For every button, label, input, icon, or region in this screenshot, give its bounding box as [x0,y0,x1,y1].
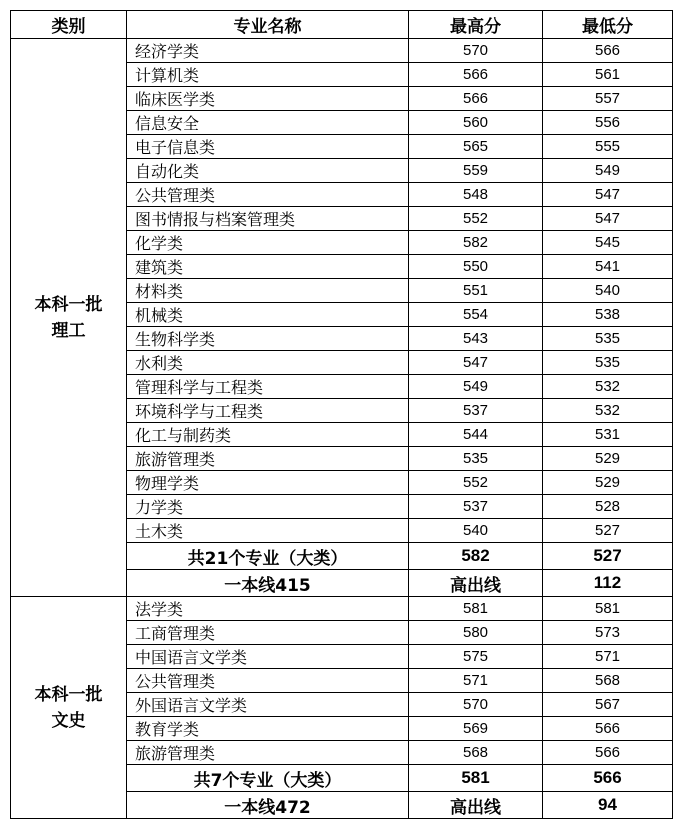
min-score: 540 [543,279,673,303]
max-score: 543 [409,327,543,351]
min-score: 545 [543,231,673,255]
min-score: 532 [543,375,673,399]
score-table [10,10,673,819]
min-score: 557 [543,87,673,111]
table-row [11,597,673,621]
max-score: 565 [409,135,543,159]
total-min-score: 527 [543,543,673,570]
min-score: 567 [543,693,673,717]
max-score: 549 [409,375,543,399]
max-score: 550 [409,255,543,279]
major-name: 土木类 [127,519,409,543]
min-score: 535 [543,351,673,375]
major-name: 图书情报与档案管理类 [127,207,409,231]
min-score: 531 [543,423,673,447]
major-name: 工商管理类 [127,621,409,645]
above-line-value: 94 [543,792,673,819]
min-score: 535 [543,327,673,351]
min-score: 581 [543,597,673,621]
total-label: 共7个专业（大类） [127,765,409,792]
category-cell [11,597,127,819]
header-category: 类别 [11,11,127,39]
min-score: 556 [543,111,673,135]
max-score: 540 [409,519,543,543]
major-name: 中国语言文学类 [127,645,409,669]
max-score: 559 [409,159,543,183]
min-score: 549 [543,159,673,183]
max-score: 560 [409,111,543,135]
max-score: 582 [409,231,543,255]
major-name: 旅游管理类 [127,447,409,471]
max-score: 554 [409,303,543,327]
max-score: 552 [409,207,543,231]
min-score: 561 [543,63,673,87]
major-name: 环境科学与工程类 [127,399,409,423]
major-name: 法学类 [127,597,409,621]
min-score: 529 [543,447,673,471]
above-line-value: 112 [543,570,673,597]
max-score: 566 [409,87,543,111]
min-score: 573 [543,621,673,645]
min-score: 555 [543,135,673,159]
max-score: 566 [409,63,543,87]
max-score: 581 [409,597,543,621]
table-row [11,39,673,63]
major-name: 电子信息类 [127,135,409,159]
major-name: 机械类 [127,303,409,327]
total-max-score: 581 [409,765,543,792]
major-name: 自动化类 [127,159,409,183]
max-score: 551 [409,279,543,303]
cutoff-label: 一本线472 [127,792,409,819]
min-score: 541 [543,255,673,279]
min-score: 547 [543,183,673,207]
major-name: 水利类 [127,351,409,375]
header-min-score: 最低分 [543,11,673,39]
category-sublabel: 文史 [51,710,86,731]
max-score: 537 [409,495,543,519]
max-score: 537 [409,399,543,423]
min-score: 527 [543,519,673,543]
min-score: 566 [543,39,673,63]
above-line-label: 高出线 [409,792,543,819]
major-name: 建筑类 [127,255,409,279]
max-score: 548 [409,183,543,207]
min-score: 528 [543,495,673,519]
major-name: 物理学类 [127,471,409,495]
max-score: 580 [409,621,543,645]
min-score: 571 [543,645,673,669]
max-score: 544 [409,423,543,447]
max-score: 570 [409,693,543,717]
header-max-score: 最高分 [409,11,543,39]
min-score: 566 [543,741,673,765]
major-name: 化工与制药类 [127,423,409,447]
total-min-score: 566 [543,765,673,792]
max-score: 571 [409,669,543,693]
major-name: 化学类 [127,231,409,255]
total-label: 共21个专业（大类） [127,543,409,570]
major-name: 经济学类 [127,39,409,63]
min-score: 547 [543,207,673,231]
max-score: 569 [409,717,543,741]
major-name: 临床医学类 [127,87,409,111]
min-score: 568 [543,669,673,693]
min-score: 538 [543,303,673,327]
header-row [11,11,673,39]
max-score: 570 [409,39,543,63]
table-body [11,39,673,819]
major-name: 公共管理类 [127,669,409,693]
major-name: 计算机类 [127,63,409,87]
major-name: 材料类 [127,279,409,303]
category-label: 本科一批 [34,684,103,705]
cutoff-label: 一本线415 [127,570,409,597]
category-sublabel: 理工 [51,320,86,341]
min-score: 566 [543,717,673,741]
category-cell [11,39,127,597]
major-name: 信息安全 [127,111,409,135]
max-score: 552 [409,471,543,495]
min-score: 529 [543,471,673,495]
major-name: 教育学类 [127,717,409,741]
max-score: 547 [409,351,543,375]
major-name: 力学类 [127,495,409,519]
above-line-label: 高出线 [409,570,543,597]
max-score: 535 [409,447,543,471]
major-name: 外国语言文学类 [127,693,409,717]
major-name: 公共管理类 [127,183,409,207]
max-score: 568 [409,741,543,765]
total-max-score: 582 [409,543,543,570]
category-label: 本科一批 [34,294,103,315]
header-major-name: 专业名称 [127,11,409,39]
max-score: 575 [409,645,543,669]
major-name: 管理科学与工程类 [127,375,409,399]
major-name: 生物科学类 [127,327,409,351]
min-score: 532 [543,399,673,423]
major-name: 旅游管理类 [127,741,409,765]
